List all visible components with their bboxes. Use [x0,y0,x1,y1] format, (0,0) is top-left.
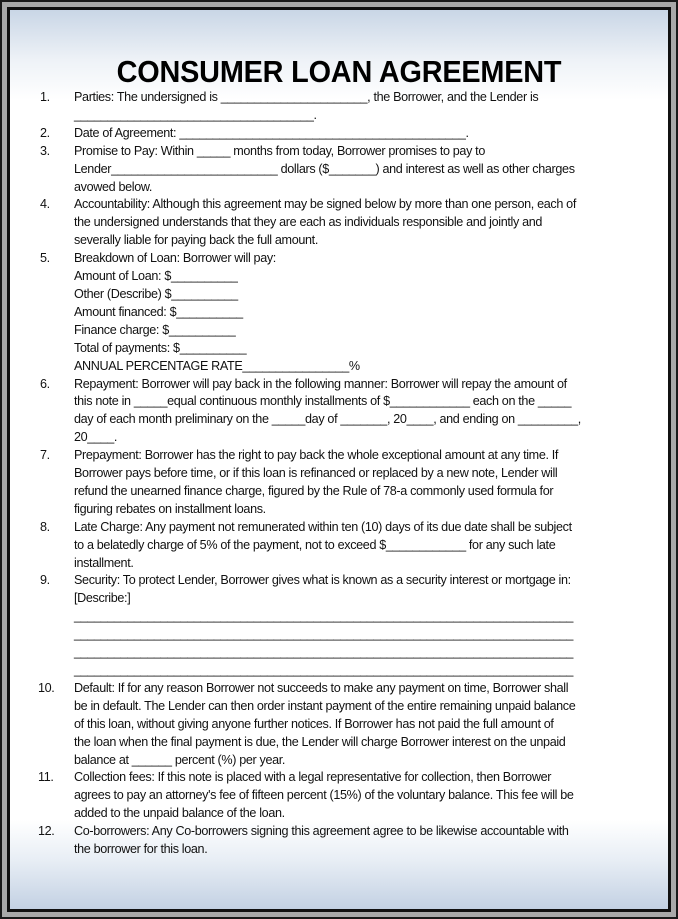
clause-number: 4. [40,197,50,212]
clause-text-line: ___________________________________________________________________________ [74,645,574,660]
clause-item [10,196,670,250]
clause-text-line: Collection fees: If this note is placed with a legal representative for collection, then Borrower [74,770,552,785]
clause-number: 8. [40,519,50,534]
clause-number: 11. [38,770,54,785]
clause-item [10,680,670,770]
clause-text-line: Promise to Pay: Within _____ months from today, Borrower promises to pay to [74,143,485,158]
clause-text-line: [Describe:] [74,591,131,606]
clause-text-line: Co-borrowers: Any Co-borrowers signing this agreement agree to be likewise accountable with [74,824,569,839]
clause-text-line: be in default. The Lender can then order instant payment of the entire remaining unpaid balance [74,698,576,713]
clause-number: 10. [38,680,55,695]
clause-text-line: Breakdown of Loan: Borrower will pay: [74,251,276,266]
clause-text-line: Prepayment: Borrower has the right to pay back the whole exceptional amount at any time. If [74,448,559,463]
clause-text-line: ANNUAL PERCENTAGE RATE________________% [74,358,360,373]
clause-text-line: ___________________________________________________________________________ [74,609,574,624]
clause-text-line: day of each month preliminary on the _____day of _______, 20____, and ending on _________, [74,412,581,427]
clause-text-line: of this loan, without giving anyone further notices. If Borrower has not paid the full amount of [74,716,554,731]
clause-number: 2. [40,125,50,140]
clause-item [10,769,670,823]
clause-text-line: Default: If for any reason Borrower not succeeds to make any payment on time, Borrower shall [74,680,569,695]
clause-text-line: Borrower pays before time, or if this loan is refinanced or replaced by a new note, Lender will [74,466,558,481]
clause-text-line: installment. [74,555,134,570]
clause-item [10,89,670,125]
clause-text-line: Amount financed: $__________ [74,304,243,319]
clause-number: 12. [38,824,55,839]
clause-text-line: the loan when the final payment is due, the Lender will charge Borrower interest on the unpaid [74,734,566,749]
clause-text-line: Other (Describe) $__________ [74,286,238,301]
clause-text-line: the undersigned understands that they are each as individuals responsible and jointly and [74,215,543,230]
clause-text-line: Finance charge: $__________ [74,322,236,337]
clause-text-line: balance at ______ percent (%) per year. [74,752,286,767]
clause-item [10,519,670,573]
clause-text-line: the borrower for this loan. [74,842,208,857]
clause-number: 5. [40,251,50,266]
clause-text-line: Lender_________________________ dollars ($_______) and interest as well as other charges [74,161,575,176]
clause-text-line: ____________________________________. [74,107,317,122]
clause-item [10,447,670,519]
clause-number: 1. [40,90,50,104]
clause-text-line: ___________________________________________________________________________ [74,627,574,642]
clause-text-line: Repayment: Borrower will pay back in the following manner: Borrower will repay the amount of [74,376,567,391]
clause-text-line: Date of Agreement: ___________________________________________. [74,125,469,140]
clause-text-line: Late Charge: Any payment not remunerated within ten (10) days of its due date shall be subject [74,519,572,534]
clause-text-line: added to the unpaid balance of the loan. [74,806,285,821]
clause-number: 6. [40,376,50,391]
clause-text-line: figuring rebates on installment loans. [74,501,266,516]
clause-text-line: avowed below. [74,179,153,194]
clause-text-line: this note in _____equal continuous monthly installments of $____________ each on the _____ [74,394,572,409]
clause-item [10,125,670,143]
document-page [10,10,668,909]
clause-number: 3. [40,143,50,158]
document-title: CONSUMER LOAN AGREEMENT [116,54,562,89]
clause-number: 7. [40,448,50,463]
clause-text-line: severally liable for paying back the full amount. [74,233,318,248]
clause-text-line: Total of payments: $__________ [74,340,247,355]
clause-item [10,572,670,679]
clause-text-line: 20____. [74,430,118,445]
clause-number: 9. [40,573,50,588]
clause-list [10,89,670,859]
clause-text-line: to a belatedly charge of 5% of the payment, not to exceed $____________ for any such late [74,537,556,552]
clause-text-line: ___________________________________________________________________________ [74,663,574,677]
clause-item [10,823,670,859]
clause-item [10,143,670,197]
clause-text-line: Security: To protect Lender, Borrower gives what is known as a security interest or mortgage in: [74,573,571,588]
clause-text-line: Parties: The undersigned is ______________________, the Borrower, and the Lender is [74,90,539,104]
clause-item [10,250,670,375]
clause-item [10,376,670,448]
clause-text-line: agrees to pay an attorney's fee of fifteen percent (15%) of the voluntary balance. This fee will be [74,788,574,803]
clause-text-line: Accountability: Although this agreement may be signed below by more than one person, each of [74,197,576,212]
clause-text-line: Amount of Loan: $__________ [74,269,238,284]
clause-text-line: refund the unearned finance charge, figured by the Rule of 78-a commonly used formula for [74,483,554,498]
